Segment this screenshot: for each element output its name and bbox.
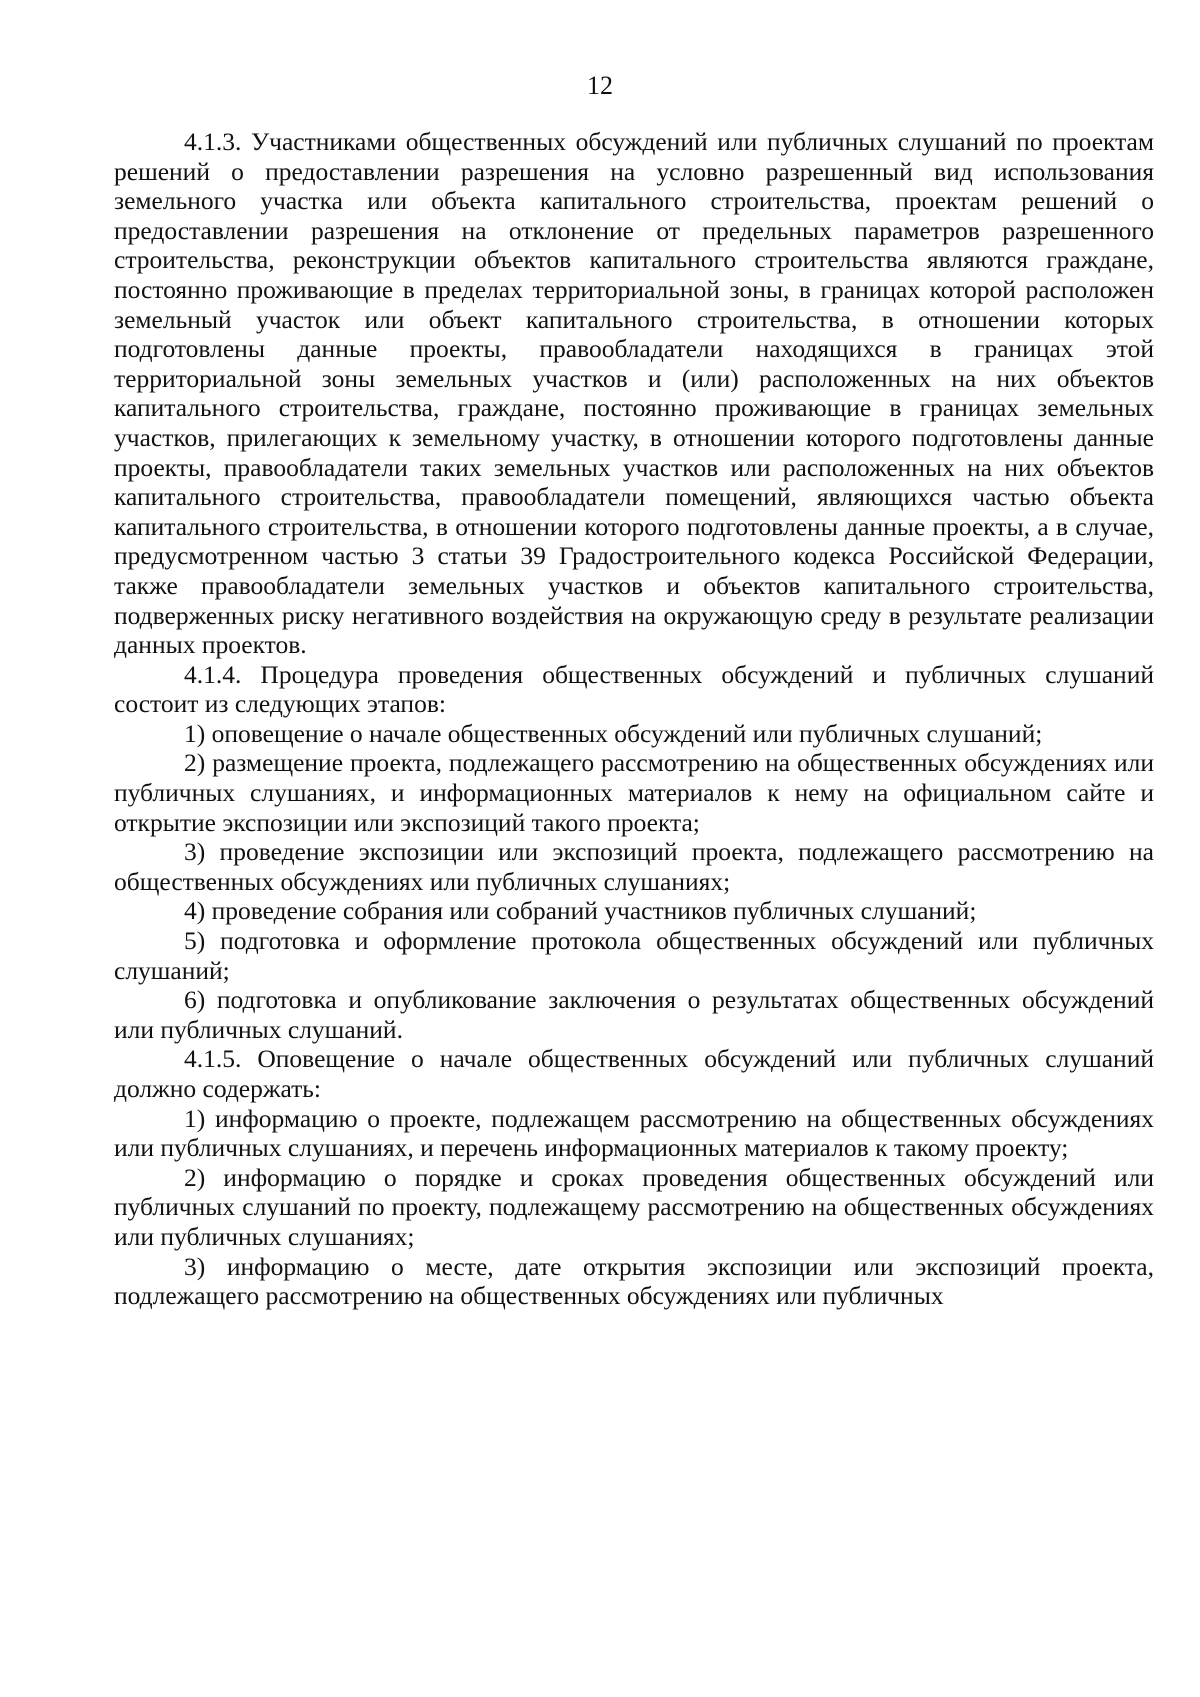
list-item-stage-6: 6) подготовка и опубликование заключения о результатах общественных обсуждений или публичных слушаний. xyxy=(114,985,1154,1044)
document-body xyxy=(114,127,1154,1311)
list-item-notice-2: 2) информацию о порядке и сроках проведения общественных обсуждений или публичных слушаний по проекту, подлежащему рассмотрению на общественных обсуждениях или публичных слушаниях; xyxy=(114,1162,1154,1251)
list-item-notice-3: 3) информацию о месте, дате открытия экспозиции или экспозиций проекта, подлежащего рассмотрению на общественных обсуждениях или публичных xyxy=(114,1251,1154,1311)
list-item-stage-3: 3) проведение экспозиции или экспозиций проекта, подлежащего рассмотрению на общественных обсуждениях или публичных слушаниях; xyxy=(114,837,1154,896)
paragraph-4-1-4: 4.1.4. Процедура проведения общественных обсуждений и публичных слушаний состоит из следующих этапов: xyxy=(114,659,1154,719)
page-number: 12 xyxy=(587,71,613,100)
list-item-stage-4: 4) проведение собрания или собраний участников публичных слушаний; xyxy=(184,896,977,926)
list-item-notice-1: 1) информацию о проекте, подлежащем рассмотрению на общественных обсуждениях или публичных слушаниях, и перечень информационных материалов к такому проекту; xyxy=(114,1103,1154,1163)
list-item-stage-2: 2) размещение проекта, подлежащего рассмотрению на общественных обсуждениях или публичных слушаниях, и информационных материалов к нему на официальном сайте и открытие экспозиции или экспозиций такого проекта; xyxy=(114,748,1154,837)
list-item-stage-1: 1) оповещение о начале общественных обсуждений или публичных слушаний; xyxy=(184,718,1043,748)
paragraph-4-1-3: 4.1.3. Участниками общественных обсуждений или публичных слушаний по проектам решений о предоставлении разрешения на условно разрешенный вид использования земельного участка или объекта капитального строительства, проектам решений о предоставлении разрешения на отклонение от предельных параметров разрешенного строительства, реконструкции объектов капитального строительства являются граждане, постоянно проживающие в пределах территориальной зоны, в границах которой расположен земельный участок или объект капитального строительства, в отношении которых подготовлены данные проекты, правообладатели находящихся в границах этой территориальной зоны земельных участков и (или) расположенных на них объектов капитального строительства, граждане, постоянно проживающие в границах земельных участков, прилегающих к земельному участку, в отношении которого подготовлены данные проекты, правообладатели таких земельных участков или расположенных на них объектов капитального строительства, правообладатели помещений, являющихся частью объекта капитального строительства, в отношении которого подготовлены данные проекты, а в случае, предусмотренном частью 3 статьи 39 Градостроительного кодекса Российской Федерации, также правообладатели земельных участков и объектов капитального строительства, подверженных риску негативного воздействия на окружающую среду в результате реализации данных проектов. xyxy=(114,127,1154,660)
list-item-stage-5: 5) подготовка и оформление протокола общественных обсуждений или публичных слушаний; xyxy=(114,926,1154,985)
paragraph-4-1-5: 4.1.5. Оповещение о начале общественных обсуждений или публичных слушаний должно содержать: xyxy=(114,1044,1154,1103)
